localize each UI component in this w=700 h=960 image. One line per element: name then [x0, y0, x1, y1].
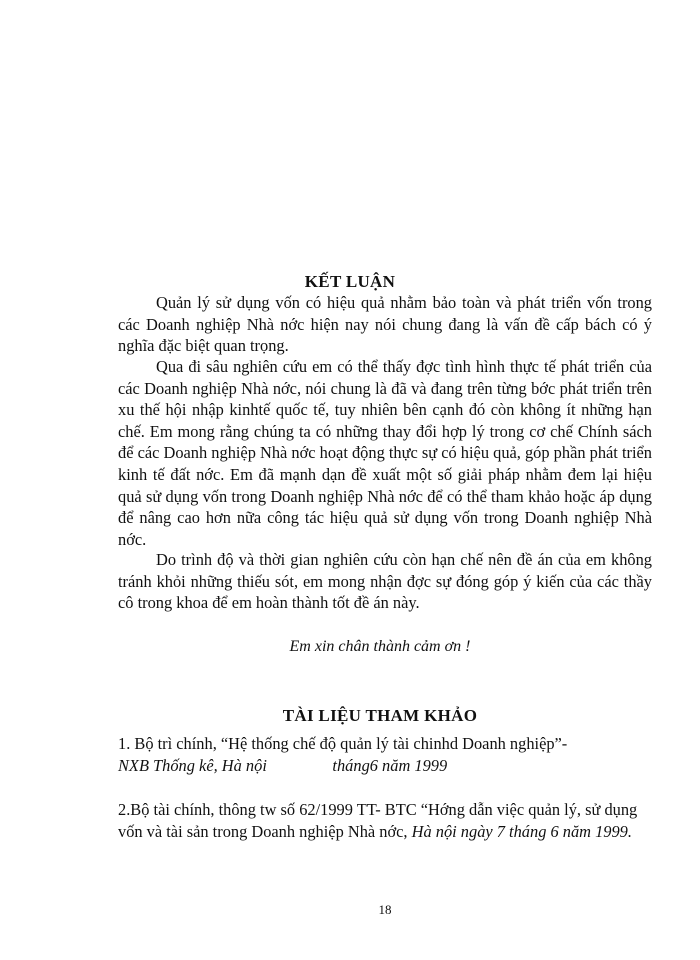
references-heading: TÀI LIỆU THAM KHẢO — [282, 706, 478, 725]
reference-item-1 — [118, 733, 658, 777]
conclusion-paragraph-1: Quản lý sử dụng vốn có hiệu quả nhằm bảo toàn và phát triển vốn trong các Doanh nghiệp Nhà nớc hiện nay nói chung đang là vấn đề cấp bách có ý nghĩa đặc biệt quan trọng. — [118, 293, 652, 356]
page-number: 18 — [378, 902, 392, 917]
reference-1-publisher: NXB Thống kê, Hà nội tháng6 năm 1999 — [118, 756, 448, 775]
reference-2-text: 2.Bộ tài chính, thông tw số 62/1999 TT- BTC “Hớng dẫn việc quản lý, sử dụng vốn và tài sản trong Doanh nghiệp Nhà nớc, — [118, 800, 638, 841]
conclusion-heading: KẾT LUẬN — [304, 272, 396, 291]
conclusion-paragraph-2: Qua đi sâu nghiên cứu em có thể thấy đợc tình hình thực tế phát triển của các Doanh nghiệp Nhà nớc, nói chung là đã và đang trên từng bớc phát triển trên xu thế hội nhập kinhtế quốc tế, tuy nhiên bên cạnh đó còn không ít những hạn chế. Em mong rằng chúng ta có những thay đổi hợp lý trong cơ chế Chính sách để các Doanh nghiệp Nhà nớc hoạt động thực sự có hiệu quả, góp phần phát triển kinh tế đất nớc. Em đã mạnh dạn đề xuất một số giải pháp nhằm đem lại hiệu quả sử dụng vốn trong Doanh nghiệp Nhà nớc để có thể tham khảo hoặc áp dụng để nâng cao hơn nữa công tác hiệu quả sử dụng vốn trong Doanh nghiệp Nhà nớc. — [118, 357, 652, 549]
reference-1-text: 1. Bộ trì chính, “Hệ thống chế độ quản lý tài chinhd Doanh nghiệp”- — [118, 734, 568, 753]
reference-2-date: Hà nội ngày 7 tháng 6 năm 1999. — [411, 822, 632, 841]
thanks-line: Em xin chân thành cảm ơn ! — [289, 638, 471, 655]
conclusion-paragraph-3: Do trình độ và thời gian nghiên cứu còn hạn chế nên đề án của em không tránh khỏi những thiếu sót, em mong nhận đợc sự đóng góp ý kiến của các thầy cô trong khoa để em hoàn thành tốt đề án này. — [118, 550, 652, 613]
reference-item-2 — [118, 799, 658, 843]
